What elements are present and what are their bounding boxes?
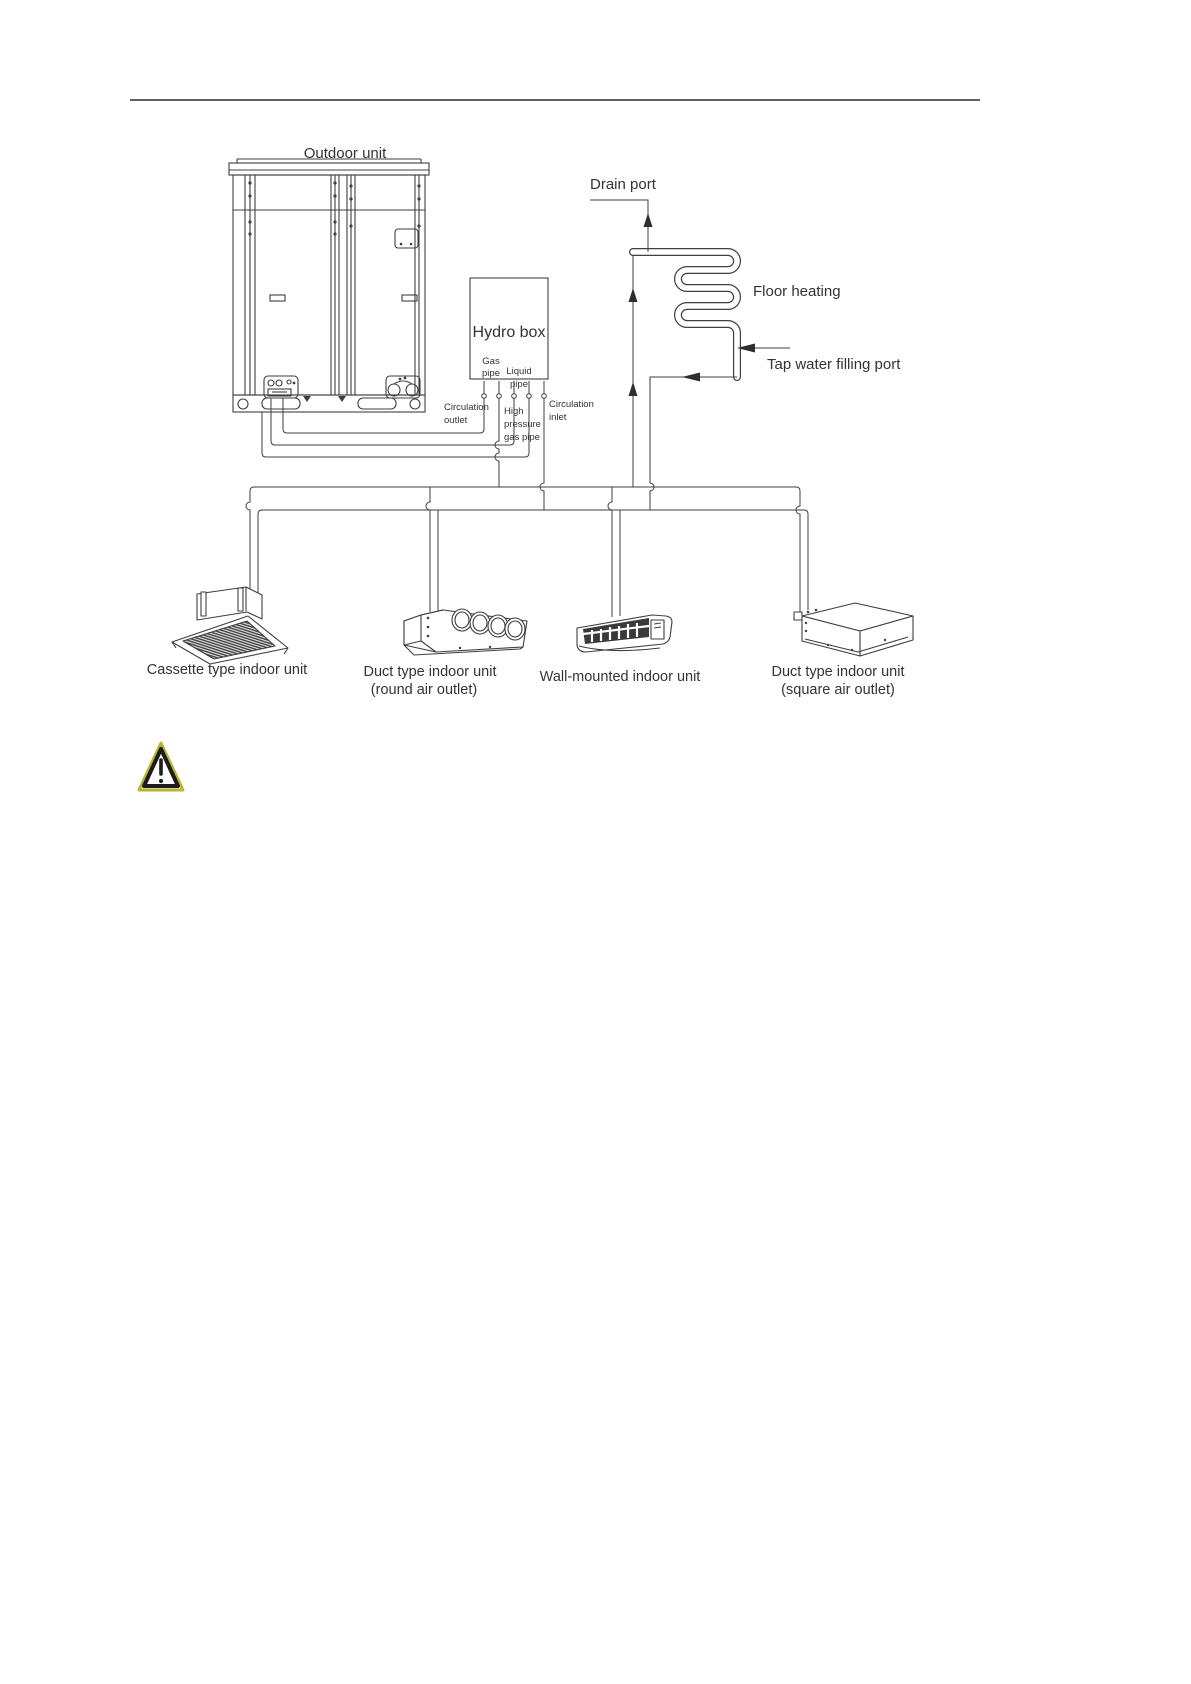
circulation-outlet-label-2: outlet	[444, 415, 468, 426]
pipe-connectors	[482, 394, 547, 399]
duct-round-pipe-a	[426, 487, 430, 612]
pipe-network	[246, 381, 808, 617]
duct-square-pipe-a	[796, 487, 800, 612]
outdoor-unit-handle-left	[270, 295, 285, 301]
circulation-inlet-line	[540, 381, 544, 510]
high-pressure-label-3: gas pipe	[504, 432, 540, 443]
duct-square-connector	[794, 612, 802, 620]
hydro-box-label: Hydro box	[472, 324, 546, 341]
wall-unit-pipe-a	[608, 487, 612, 617]
high-pressure-gas-pipe-line	[262, 381, 529, 457]
outdoor-unit-rails	[245, 175, 421, 395]
cassette-indoor-unit	[172, 587, 288, 664]
duct-round-unit-label-2: (round air outlet)	[370, 682, 478, 698]
drain-port-label: Drain port	[590, 176, 656, 193]
supply-up-arrow-2	[629, 382, 638, 396]
circulation-outlet-label-1: Circulation	[444, 402, 489, 413]
circulation-inlet-label-1: Circulation	[549, 399, 594, 410]
outdoor-unit-drawing	[229, 145, 429, 412]
drain-pipe-line	[590, 200, 648, 252]
cassette-unit-label: Cassette type indoor unit	[146, 662, 308, 678]
tap-water-label: Tap water filling port	[767, 356, 901, 373]
duct-square-unit-label-1: Duct type indoor unit	[771, 664, 905, 680]
high-pressure-label-2: pressure	[504, 419, 541, 430]
floor-heating-return-line	[650, 377, 737, 510]
warning-triangle-icon	[139, 743, 183, 790]
circulation-inlet-label-2: inlet	[549, 412, 567, 423]
wall-unit-control-box	[651, 620, 664, 639]
liquid-pipe-label-1: Liquid	[506, 366, 532, 377]
duct-square-unit-label-2: (square air outlet)	[781, 682, 895, 698]
duct-square-pipe-b	[804, 510, 808, 610]
high-pressure-label-1: High	[504, 406, 524, 417]
outdoor-unit-label: Outdoor unit	[303, 145, 387, 162]
outdoor-unit-lid	[229, 163, 429, 175]
supply-up-arrow-1	[629, 288, 638, 302]
liquid-pipe-line	[271, 381, 514, 445]
duct-round-unit-label-1: Duct type indoor unit	[363, 664, 497, 680]
gas-pipe-label-2: pipe	[482, 368, 500, 379]
wall-mounted-indoor-unit	[577, 615, 672, 652]
drain-up-arrow	[644, 213, 653, 227]
liquid-pipe-label-2: pipe	[510, 379, 528, 390]
pipe-labels	[444, 356, 594, 443]
floor-heating-loop	[590, 200, 790, 510]
floor-heating-coil	[633, 252, 737, 377]
cassette-housing	[197, 587, 262, 620]
return-left-arrow	[682, 373, 700, 382]
duct-square-indoor-unit	[794, 603, 913, 656]
gas-pipe-label-1: Gas	[482, 356, 500, 367]
cassette-pipe-b	[258, 510, 262, 596]
outdoor-unit-body	[233, 175, 425, 395]
duct-round-endcap	[404, 615, 421, 645]
wall-unit-label: Wall-mounted indoor unit	[539, 669, 701, 685]
duct-round-indoor-unit	[404, 609, 527, 655]
floor-heating-label: Floor heating	[753, 283, 841, 300]
cassette-pipe-a	[246, 487, 254, 592]
